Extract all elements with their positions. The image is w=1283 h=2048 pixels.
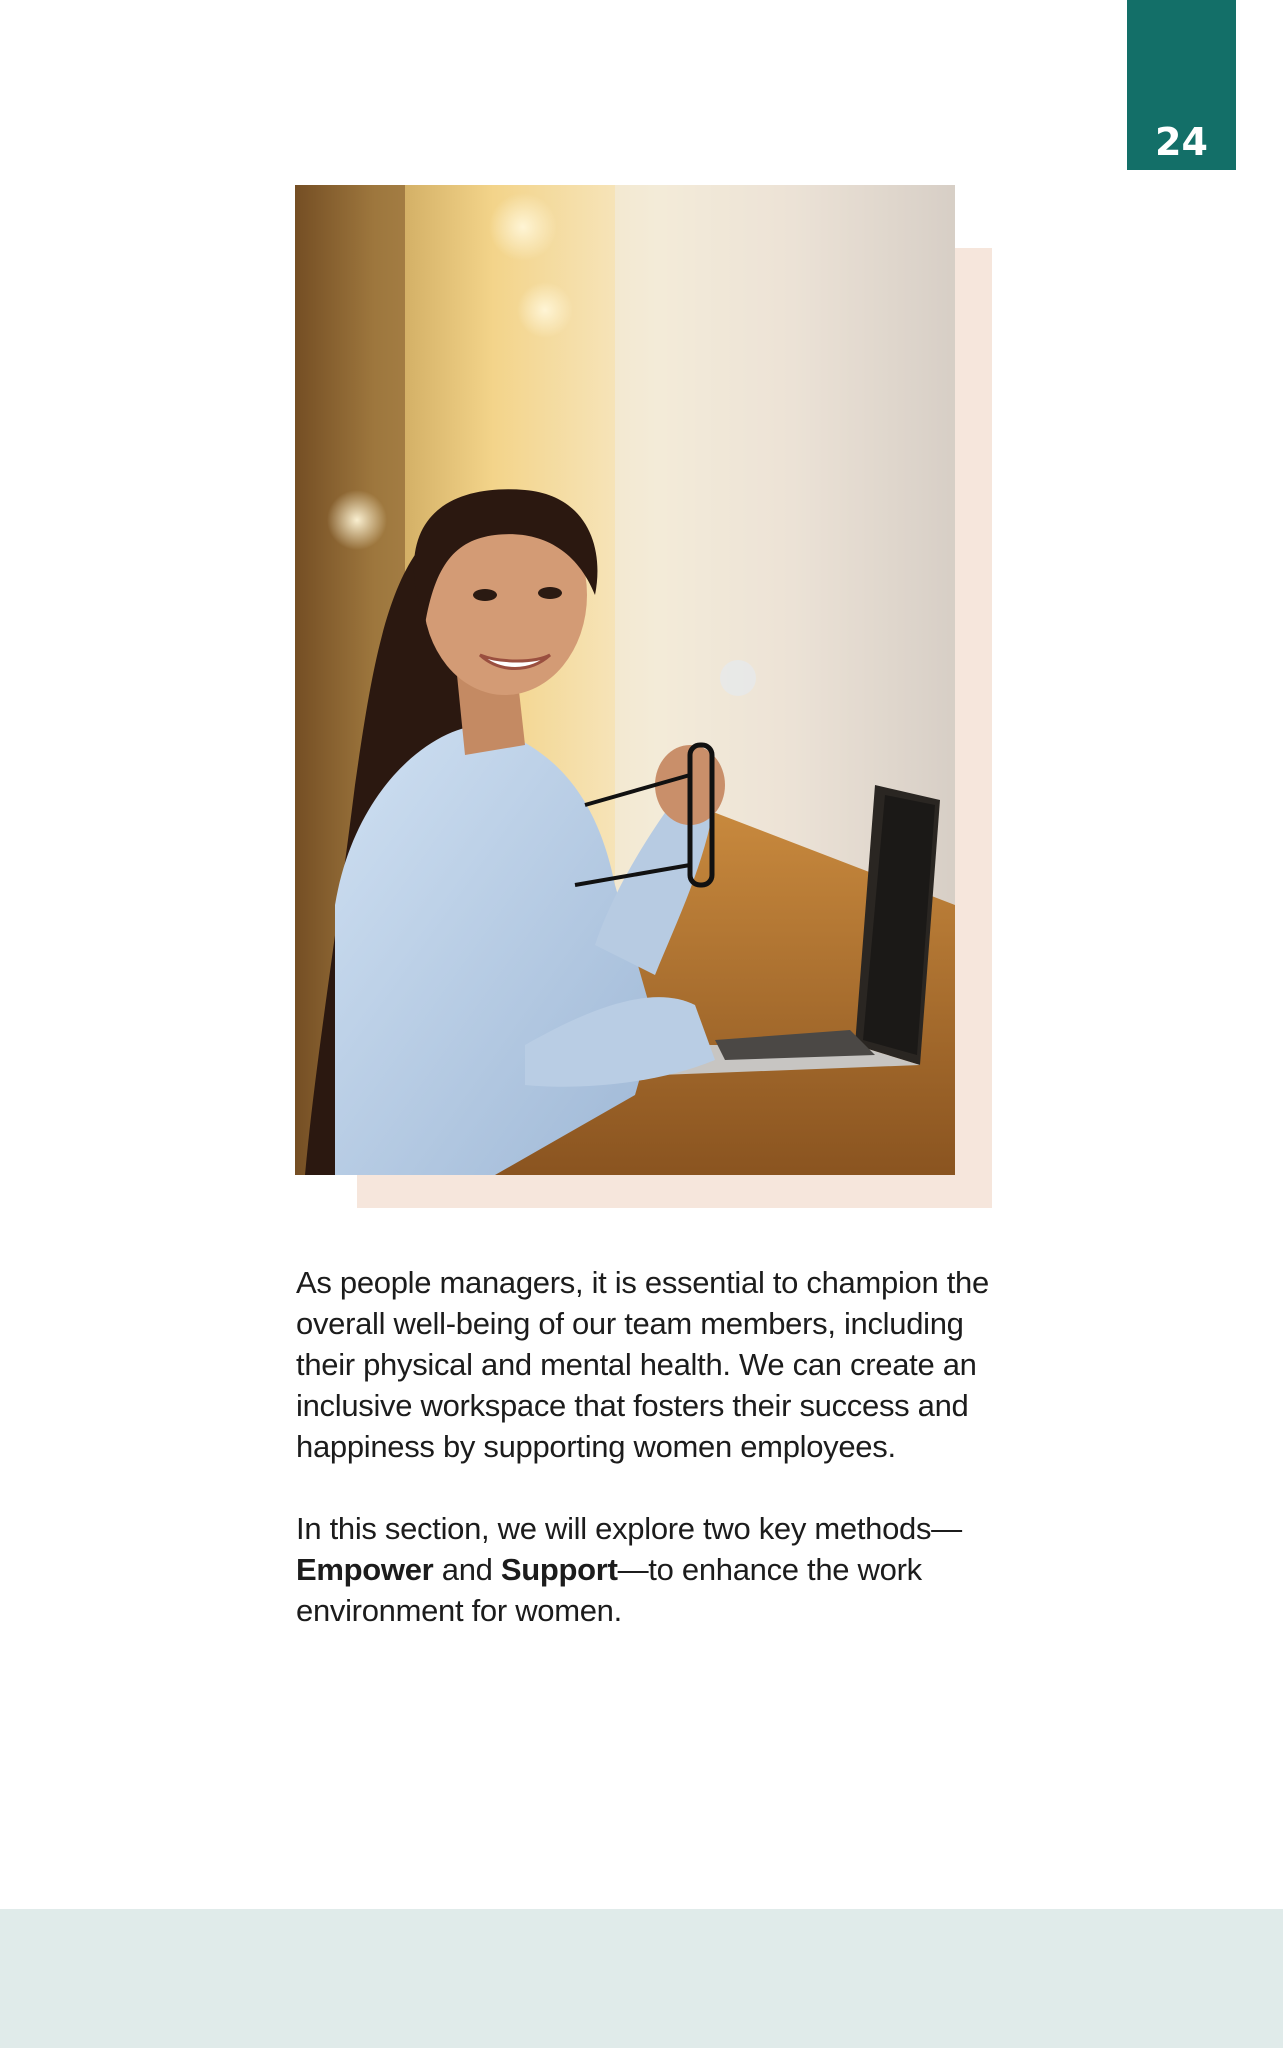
methods-paragraph [296, 1508, 996, 1631]
empower-term: Empower [296, 1552, 434, 1587]
woman-with-laptop-photo [295, 185, 955, 1175]
footer-band [0, 1909, 1283, 2048]
methods-outro: —to enhance the work environment for women. [296, 1552, 922, 1628]
page-number: 24 [1155, 120, 1208, 164]
page-number-tab [1127, 0, 1236, 170]
methods-and: and [433, 1552, 501, 1587]
body-text [296, 1262, 996, 1672]
photo-illustration [295, 185, 955, 1175]
support-term: Support [500, 1552, 618, 1587]
methods-intro: In this section, we will explore two key methods— [296, 1511, 962, 1546]
intro-paragraph: As people managers, it is essential to champion the overall well-being of our team members, including their physical and mental health. We can create an inclusive workspace that fosters their success and happiness by supporting women employees. [296, 1265, 989, 1464]
